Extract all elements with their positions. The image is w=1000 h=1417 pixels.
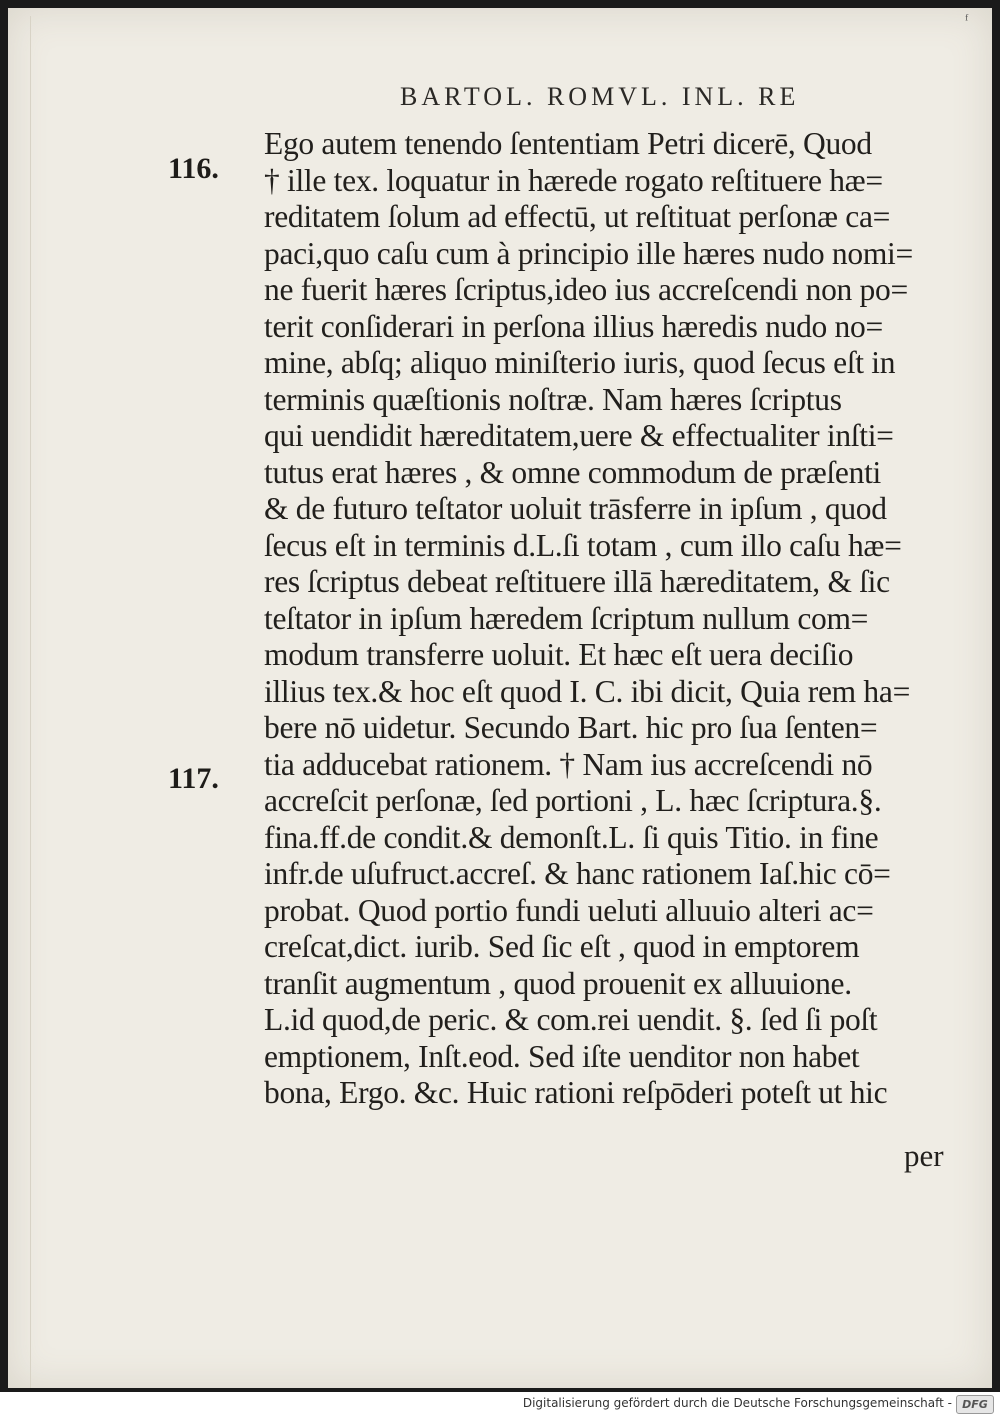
text-line: modum transferre uoluit. Et hæc eſt uera deciſio	[264, 637, 854, 672]
text-line: bere nō uidetur. Secundo Bart. hic pro ſua ſenten=	[264, 710, 878, 745]
text-line: creſcat,dict. iurib. Sed ſic eſt , quod in emptorem	[264, 929, 860, 964]
text-line: teſtator in ipſum hæredem ſcriptum nullum com=	[264, 600, 869, 636]
text-line: terit conſiderari in perſona illius hæredis nudo no=	[264, 308, 883, 344]
footer-credit: Digitalisierung gefördert durch die Deutsche Forschungsgemeinschaft -	[522, 1396, 952, 1410]
text-line: qui uendidit hæreditatem,uere & effectualiter inſti=	[264, 418, 894, 453]
text-line: tutus erat hæres , & omne commodum de præſenti	[264, 454, 881, 490]
text-line: ne fuerit hæres ſcriptus,ideo ius accreſcendi non po=	[264, 272, 908, 307]
corner-tear-mark: ᶠ	[965, 12, 969, 29]
text-line: L.id quod,de peric. & com.rei uendit. §. ſed ſi poſt	[264, 1002, 878, 1037]
text-line: mine, abſq; aliquo miniſterio iuris, quod ſecus eſt in	[264, 345, 896, 380]
text-line: bona, Ergo. &c. Huic rationi reſpōderi poteſt ut hic	[264, 1075, 888, 1110]
text-line: res ſcriptus debeat reſtituere illā hæreditatem, & ſic	[264, 564, 890, 599]
dfg-logo-icon[interactable]: DFG	[956, 1395, 994, 1414]
footer-bar	[0, 1392, 1000, 1417]
text-line: ſecus eſt in terminis d.L.ſi totam , cum illo caſu hæ=	[264, 527, 902, 563]
text-line: & de futuro teſtator uoluit trāsferre in ipſum , quod	[264, 491, 887, 526]
margin-note-117: 117.	[168, 762, 219, 795]
text-line: reditatem ſolum ad effectū, ut reſtituat perſonæ ca=	[264, 199, 891, 234]
text-line: infr.de uſufruct.accreſ. & hanc rationem Iaſ.hic cō=	[264, 856, 891, 891]
text-line: † ille tex. loquatur in hærede rogato reſtituere hæ=	[264, 162, 883, 198]
text-line: tia adducebat rationem. † Nam ius accreſcendi nō	[264, 746, 873, 782]
margin-note-116: 116.	[168, 152, 219, 185]
text-line: terminis quæſtionis noſtræ. Nam hæres ſcriptus	[264, 381, 842, 417]
text-line: emptionem, Inſt.eod. Sed iſte uenditor non habet	[264, 1038, 860, 1074]
text-line: illius tex.& hoc eſt quod I. C. ibi dicit, Quia rem ha=	[264, 673, 911, 709]
body-text	[264, 126, 964, 1112]
text-line: tranſit augmentum , quod prouenit ex alluuione.	[264, 965, 852, 1001]
text-line: fina.ff.de condit.& demonſt.L. ſi quis Titio. in fine	[264, 819, 879, 855]
text-line: Ego autem tenendo ſententiam Petri dicerē, Quod	[264, 126, 872, 161]
text-line: paci,quo caſu cum à principio ille hæres nudo nomi=	[264, 235, 913, 271]
text-line: accreſcit perſonæ, ſed portioni , L. hæc ſcriptura.§.	[264, 783, 882, 818]
text-line: probat. Quod portio fundi ueluti alluuio alteri ac=	[264, 892, 874, 928]
catchword: per	[904, 1138, 944, 1173]
running-head: BARTOL. ROMVL. INL. RE	[400, 82, 800, 111]
